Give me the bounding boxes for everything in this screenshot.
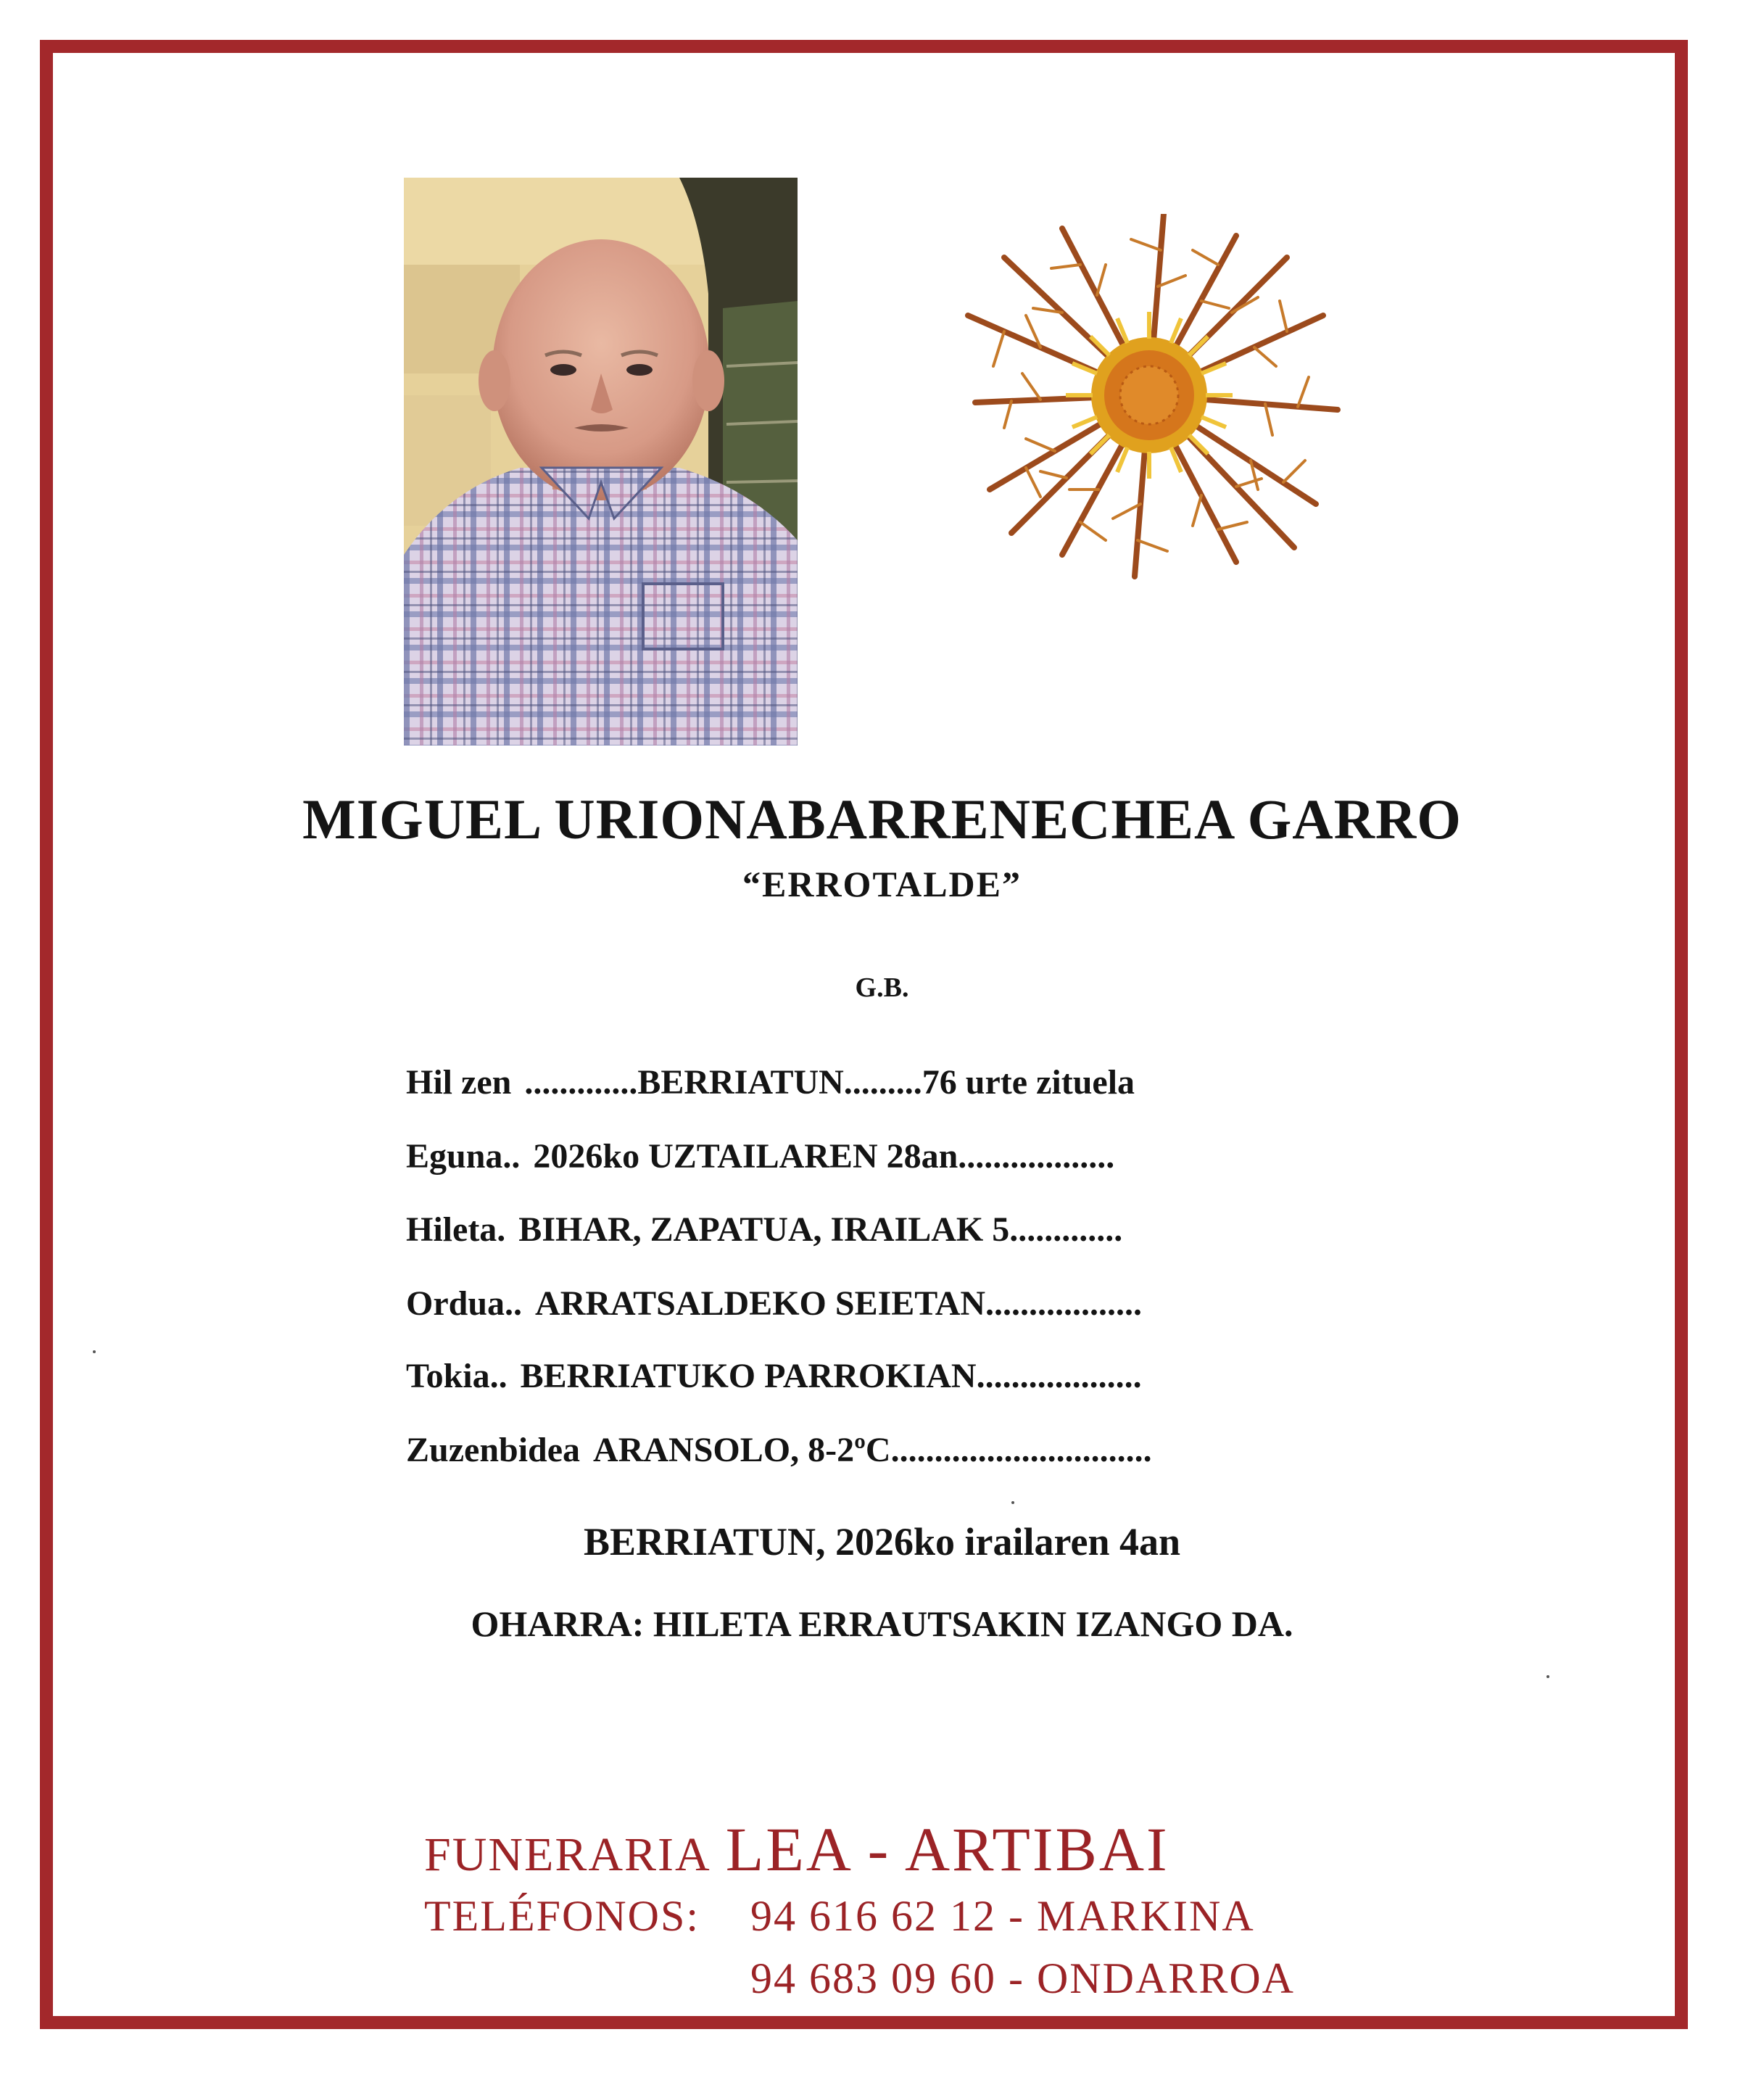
place-date: BERRIATUN, 2026ko irailaren 4an: [583, 1520, 1181, 1564]
phones-label: TELÉFONOS:: [424, 1892, 700, 1940]
detail-value: 2026ko UZTAILAREN 28an..................: [533, 1137, 1115, 1176]
detail-value: BIHAR, ZAPATUA, IRAILAK 5.............: [518, 1210, 1123, 1249]
detail-label: Ordua..: [406, 1284, 523, 1323]
deceased-nickname: “ERROTALDE”: [742, 864, 1022, 904]
phone-ondarroa: 94 683 09 60 - ONDARROA: [750, 1954, 1295, 2002]
detail-row-death: [406, 1062, 1378, 1102]
phone-markina: 94 616 62 12 - MARKINA: [750, 1892, 1255, 1940]
scan-speck: [1546, 1675, 1549, 1678]
funeral-home-name: LEA - ARTIBAI: [725, 1814, 1169, 1884]
detail-label: Tokia..: [406, 1357, 508, 1395]
detail-value: BERRIATUKO PARROKIAN...................: [520, 1357, 1142, 1395]
page-border: [40, 40, 1688, 2029]
detail-value: ARRATSALDEKO SEIETAN..................: [535, 1284, 1143, 1323]
note: OHARRA: HILETA ERRAUTSAKIN IZANGO DA.: [471, 1603, 1293, 1644]
detail-value: .............BERRIATUN.........76 urte zituela: [524, 1063, 1135, 1102]
detail-label: Zuzenbidea: [406, 1431, 581, 1469]
detail-value: ARANSOLO, 8-2ºC..............................: [593, 1431, 1152, 1469]
detail-label: Hil zen: [406, 1063, 512, 1102]
portrait-image: [404, 178, 798, 745]
funeral-home-label: FUNERARIA: [424, 1828, 711, 1881]
thistle-flower-icon: [943, 214, 1356, 591]
detail-row-place: [406, 1356, 1378, 1396]
detail-row-time: [406, 1284, 1378, 1323]
funeral-home: [424, 1813, 1169, 1885]
detail-row-funeral: [406, 1210, 1378, 1250]
gb-label: G.B.: [855, 972, 909, 1003]
scan-speck: [93, 1350, 96, 1353]
deceased-name: MIGUEL URIONABARRENECHEA GARRO: [302, 788, 1462, 851]
scan-speck: [1011, 1501, 1014, 1504]
detail-row-date: [406, 1136, 1378, 1176]
detail-label: Hileta.: [406, 1210, 506, 1249]
portrait-photo: [404, 178, 798, 745]
detail-label: Eguna..: [406, 1137, 521, 1176]
detail-row-address: [406, 1430, 1378, 1470]
